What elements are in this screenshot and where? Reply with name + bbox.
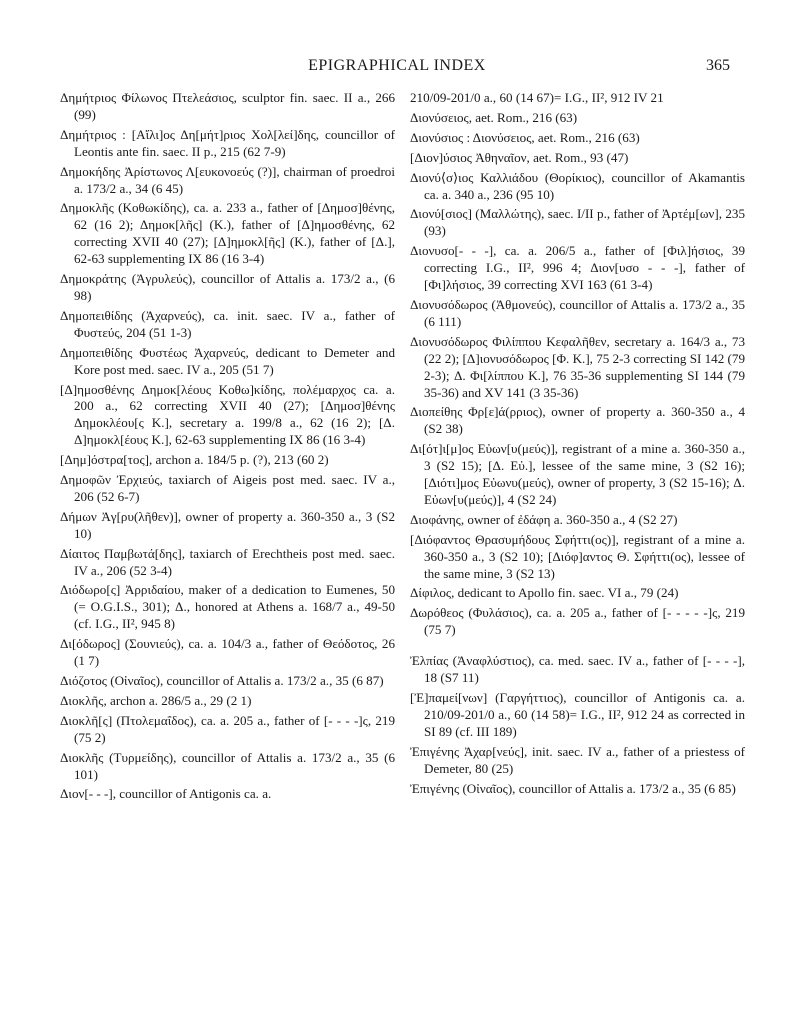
index-entry: [Δ]ημοσθένης Δημοκ[λέους Κοθω]κίδης, πολέμαρχος ca. a. 200 a., 62 correcting XVII 40 (27); [Δημοσ]θένης Δημοκλέου[ς K.], secretary a. 199/8 a., 62 (16 2); [Δ. Δ]ημοκλ[έους K.], 62-63 supplementing IX 86 (16 3-4)	[60, 381, 395, 448]
index-entry: Δι[ότ]ι[μ]ος Εὐων[υ(μεύς)], registrant of a mine a. 360-350 a., 3 (S2 15); [Δ. Εὐ.], lessee of the same mine, 3 (S2 16); [Διότι]μος Εὐωνυ(μεύς), owner of property, 3 (S2 15-16); Δ. Εὐων[υ(μεύς)], 4 (S2 24)	[410, 441, 745, 507]
index-entry: [Διον]ύσιος Ἀθηναῖον, aet. Rom., 93 (47)	[410, 149, 629, 165]
index-entry: Διον[- - -], councillor of Antigonis ca. a.	[60, 786, 272, 802]
index-entry: Δημήτριος Φίλωνος Πτελεάσιος, sculptor fin. saec. II a., 266 (99)	[60, 90, 395, 122]
index-entry: Δημοπειθίδης Φυστέως Ἀχαρνεύς, dedicant to Demeter and Kore post med. saec. IV a., 205 (51 7)	[60, 344, 395, 377]
index-entry: Διοκλῆς, archon a. 286/5 a., 29 (2 1)	[60, 692, 252, 708]
index-entry: Δίφιλος, dedicant to Apollo fin. saec. VI a., 79 (24)	[410, 585, 679, 601]
index-entry: Διόζοτος (Οἰναῖος), councillor of Attalis a. 173/2 a., 35 (6 87)	[60, 673, 384, 688]
index-entry: Δι[όδωρος] (Σουνιεύς), ca. a. 104/3 a., father of Θεόδοτος, 26 (1 7)	[60, 636, 395, 669]
index-entry: Διονύ[σιος] (Μαλλώτης), saec. I/II p., father of Ἀρτέμ[ων], 235 (93)	[410, 206, 745, 239]
index-entry: Διοκλῆς (Τυρμείδης), councillor of Attalis a. 173/2 a., 35 (6 101)	[60, 749, 395, 782]
index-entry-continued: 210/09-201/0 a., 60 (14 67)= I.G., II², 912 IV 21	[410, 90, 664, 105]
index-entry: Διονύσιος : Διονύσειος, aet. Rom., 216 (63)	[410, 129, 640, 145]
index-entry: Δωρόθεος (Φυλάσιος), ca. a. 205 a., father of [- - - - -]ς, 219 (75 7)	[410, 605, 745, 638]
page-number: 365	[706, 57, 730, 74]
index-entry: Δημοπειθίδης (Ἀχαρνεύς), ca. init. saec. IV a., father of Φυστεύς, 204 (51 1-3)	[60, 307, 395, 340]
index-entry: Ἐπιγένης Ἀχαρ[νεύς], init. saec. IV a., father of a priestess of Demeter, 80 (25)	[410, 743, 745, 776]
index-entry: Δημοφῶν Ἐρχιεύς, taxiarch of Aigeis post med. saec. IV a., 206 (52 6-7)	[60, 472, 395, 504]
index-entry: Ἐπιγένης (Οἰναῖος), councillor of Attalis a. 173/2 a., 35 (6 85)	[410, 780, 736, 796]
index-entry: Δημήτριος : [Αἴλι]ος Δη[μήτ]ριος Χολ[λεί]δης, councillor of Leontis ante fin. saec. II p., 215 (62 7-9)	[60, 126, 395, 159]
index-entry: Διοπείθης Φρ[ε]ά(ρριος), owner of property a. 360-350 a., 4 (S2 38)	[410, 404, 745, 437]
index-entry: Διονύ⟨σ⟩ιος Καλλιάδου (Θορίκιος), councillor of Akamantis ca. a. 340 a., 236 (95 10)	[410, 169, 745, 202]
index-entry: Διονυσόδωρος Φιλίππου Κεφαλῆθεν, secretary a. 164/3 a., 73 (22 2); [Δ]ιονυσόδωρος [Φ. K.], 75 2-3 correcting SI 142 (79 2-3); Δ. Φι[λίππου K.], 76 35-36 supplementing SI 144 (79 35-36) and XV 141 (3 35-36)	[410, 333, 745, 400]
index-entry: Διονύσειος, aet. Rom., 216 (63)	[410, 109, 578, 125]
index-entry: [Διόφαντος Θρασυμήδους Σφήττι(ος)], registrant of a mine a. 360-350 a., 3 (S2 10); [Διόφ]αντος Θ. Σφήττι(ος), lessee of the same mine, 3 (S2 13)	[410, 531, 745, 581]
index-entry: Διόδωρο[ς] Ἀρριδαίου, maker of a dedication to Eumenes, 50 (= O.G.I.S., 301); Δ., honored at Athens a. 168/7 a., 49-50 (cf. I.G., II², 945 8)	[60, 582, 395, 632]
index-column-right	[410, 90, 745, 800]
index-entry: Δημοκράτης (Ἀγρυλεύς), councillor of Attalis a. 173/2 a., (6 98)	[60, 271, 395, 303]
index-entry: Διοφάνης, owner of ἐδάφη a. 360-350 a., 4 (S2 27)	[410, 511, 678, 527]
index-entry: Διοκλῆ[ς] (Πτολεμαΐδος), ca. a. 205 a., father of [- - - -]ς, 219 (75 2)	[60, 712, 395, 745]
index-column-left	[60, 90, 395, 806]
index-entry: Δημοκήδης Ἀρίστωνος Λ[ευκονοεύς (?)], chairman of proedroi a. 173/2 a., 34 (6 45)	[60, 163, 395, 196]
running-header: EPIGRAPHICAL INDEX	[308, 57, 486, 74]
index-entry: Δίαιτος Παμβωτά[δης], taxiarch of Erechtheis post med. saec. IV a., 206 (52 3-4)	[60, 545, 395, 578]
index-entry: [Ἐ]παμεί[νων] (Γαργήττιος), councillor of Antigonis ca. a. 210/09-201/0 a., 60 (14 58)= I.G., II², 912 24 as corrected in SI 89 (cf. III 189)	[410, 690, 745, 739]
index-entry: [Δημ]όστρα[τος], archon a. 184/5 p. (?), 213 (60 2)	[60, 452, 329, 468]
index-entry: Ἐλπίας (Ἀναφλύστιος), ca. med. saec. IV a., father of [- - - -], 18 (S7 11)	[410, 653, 745, 686]
index-entry: Δήμων Ἀγ[ρυ(λῆθεν)], owner of property a. 360-350 a., 3 (S2 10)	[60, 508, 395, 541]
index-entry: Διονυσο[- - -], ca. a. 206/5 a., father of [Φιλ]ήσιος, 39 correcting I.G., II², 996 4; Διον[υσο - - -], father of [Φι]λήσιος, 39 correcting XVI 163 (61 3-4)	[410, 243, 745, 293]
index-entry: Δημοκλῆς (Κοθωκίδης), ca. a. 233 a., father of [Δημοσ]θένης, 62 (16 2); Δημοκ[λῆς] (K.), father of [Δ]ημοσθένης, 62 correcting XVII 40 (27); [Δ]ημοκλ[ῆς] (K.), father of [Δ.], 62-63 supplementing IX 86 (16 3-4)	[60, 200, 395, 267]
index-entry: Διονυσόδωρος (Ἀθμονεύς), councillor of Attalis a. 173/2 a., 35 (6 111)	[410, 296, 745, 329]
